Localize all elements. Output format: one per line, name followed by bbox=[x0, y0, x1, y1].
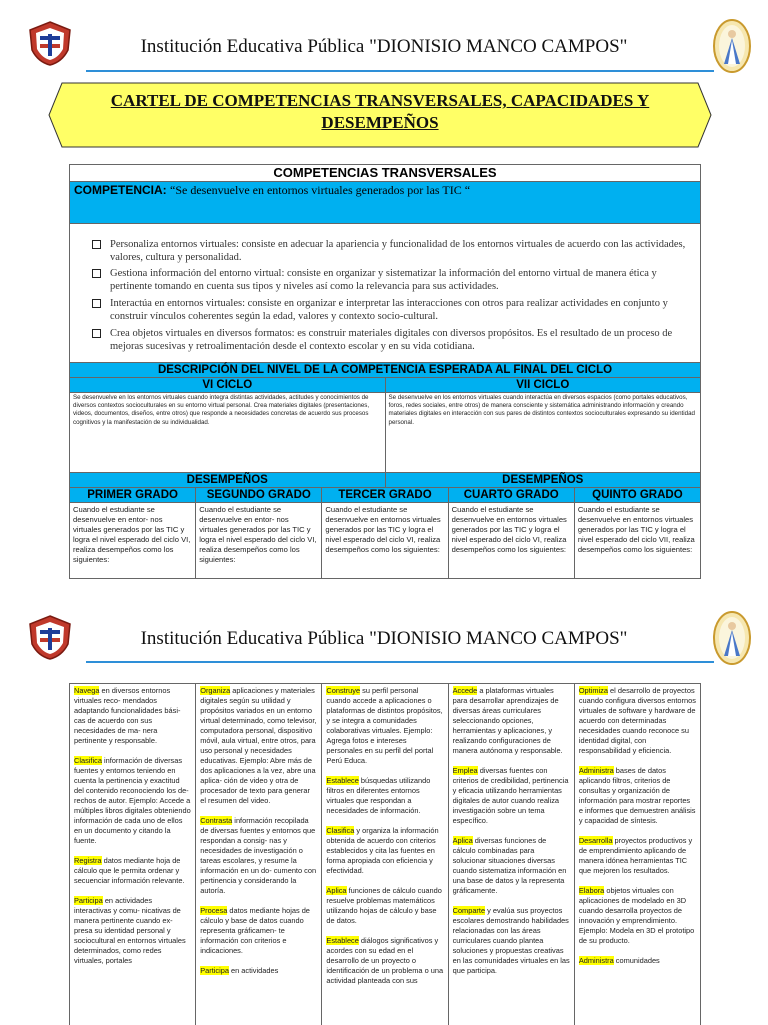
grado-column bbox=[448, 684, 574, 1025]
desempeno-text: comunidades bbox=[613, 956, 660, 965]
desempeno-item bbox=[453, 836, 570, 896]
desempeno-text: diversas funciones de cálculo combinadas para solucionar situaciones diversas cuando sistematiza información en una base de datos y la representa gráficamente. bbox=[452, 836, 567, 895]
header-rule bbox=[86, 661, 714, 663]
desempeno-item bbox=[200, 686, 317, 806]
virgin-medallion-icon bbox=[712, 18, 752, 74]
grado-header: SEGUNDO GRADO bbox=[195, 488, 321, 502]
desempeno-text: bases de datos aplicando filtros, criterios de consultas y organización de información para mostrar reportes e informes que demuestren análisis y capacidad de síntesis. bbox=[578, 766, 696, 825]
table-title: COMPETENCIAS TRANSVERSALES bbox=[273, 165, 497, 180]
desempeno-text: información recopilada de diversas fuentes y entornos que respondan a consig- nas y necesidades de investigación o tareas escolares, y resume la información en un do- cumento con pertinencia y considerando la autoría. bbox=[200, 816, 317, 895]
desempeno-item bbox=[579, 686, 696, 756]
highlighted-verb: Establece bbox=[326, 776, 359, 785]
list-item: Personaliza entornos virtuales: consiste en adecuar la apariencia y funcionalidad de los entornos virtuales de acuerdo con las actividades, valores, cultura y personalidad. bbox=[92, 238, 692, 264]
desempeno-text: información de diversas fuentes y entornos teniendo en cuenta la pertinencia y exactitud del contenido reconociendo los de- rechos de autor. Ejemplo: Accede a múltiples libros digitales obteniendo información de cada uno de ellos en un documento y citando la fuente. bbox=[74, 756, 191, 845]
desempeno-item bbox=[74, 896, 191, 966]
highlighted-verb: Desarrolla bbox=[578, 836, 613, 845]
highlighted-verb: Registra bbox=[74, 856, 102, 865]
list-item: Crea objetos virtuales en diversos formatos: es construir materiales digitales con diversos propósitos. Es el resultado de un proceso de mejoras sucesivas y retroalimentación desde el contexto escolar y en su vida cotidiana. bbox=[92, 327, 692, 353]
competencia-row bbox=[70, 181, 700, 223]
desempeno-item bbox=[326, 826, 443, 876]
desempeno-text: y organiza la información obtenida de acuerdo con criterios establecidos y cita las fuentes en forma apropiada con eficiencia y efectividad. bbox=[326, 826, 439, 875]
highlighted-verb: Participa bbox=[200, 966, 229, 975]
desempeno-item bbox=[74, 686, 191, 746]
grado-intro: Cuando el estudiante se desenvuelve en entornos virtuales generados por las TIC y logra el nivel esperado del ciclo VII, realiza desempeños como los siguientes: bbox=[574, 502, 700, 578]
desempeno-item bbox=[326, 936, 443, 986]
competencia-label: COMPETENCIA: bbox=[74, 183, 167, 197]
desempenos-label-right: DESEMPEÑOS bbox=[385, 473, 701, 487]
desempeno-text: en actividades interactivas y comu- nicativas de manera pertinente cuando ex- presa su identidad personal y sociocultural en entornos virtuales determinados, como redes virtuales, portales bbox=[74, 896, 186, 965]
checkbox-bullet-icon bbox=[92, 269, 101, 278]
highlighted-verb: Organiza bbox=[200, 686, 231, 695]
desempeno-text: en actividades bbox=[228, 966, 279, 975]
school-name: Institución Educativa Pública "DIONISIO MANCO CAMPOS" bbox=[140, 36, 628, 57]
list-item: Gestiona información del entorno virtual: consiste en organizar y sistematizar la información del entorno virtual de manera ética y pertinente tomando en cuenta sus tipos y niveles así como la relevancia para sus actividades. bbox=[92, 267, 692, 293]
descripcion-header: DESCRIPCIÓN DEL NIVEL DE LA COMPETENCIA ESPERADA AL FINAL DEL CICLO VI CICLO VII CICLO bbox=[70, 362, 700, 392]
banner-title: CARTEL DE COMPETENCIAS TRANSVERSALES, CAPACIDADES Y DESEMPEÑOS bbox=[110, 91, 650, 132]
desempenos-table bbox=[69, 683, 701, 1025]
desempeno-text: datos mediante hojas de cálculo y base de datos cuando representa gráficamen- te información con criterios e indicaciones. bbox=[200, 906, 310, 955]
desempeno-text: proyectos productivos y de emprendimiento aplicando de manera idónea herramientas TIC que mejoren los resultados. bbox=[578, 836, 693, 875]
highlighted-verb: Navega bbox=[74, 686, 100, 695]
desempeno-text: a plataformas virtuales para desarrollar aprendizajes de diversas áreas curriculares seleccionando opciones, herramientas y aplicaciones, y realizando configuraciones de manera autónoma y responsable. bbox=[452, 686, 563, 755]
desempeno-text: objetos virtuales con aplicaciones de modelado en 3D cuando desarrolla proyectos de innovación y emprendimiento. Ejemplo: Modela en 3D el prototipo de su producto. bbox=[578, 886, 695, 945]
desempeno-text: y evalúa sus proyectos escolares demostrando habilidades relacionadas con las áreas curriculares cuando plantea soluciones y propuestas creativas en las comunidades virtuales en las que participa. bbox=[452, 906, 570, 975]
grado-header: QUINTO GRADO bbox=[574, 488, 700, 502]
competencias-table bbox=[69, 164, 701, 579]
grado-header: PRIMER GRADO bbox=[87, 489, 178, 501]
grado-intro: Cuando el estudiante se desenvuelve en entor- nos virtuales generados por las TIC y logra el nivel esperado del ciclo VI, realiza desempeños como los siguientes: bbox=[70, 502, 195, 578]
desempeno-item bbox=[453, 906, 570, 976]
desempeno-item bbox=[579, 766, 696, 826]
ciclo-vii-header: VII CICLO bbox=[385, 378, 701, 392]
desempeno-text: diversas fuentes con criterios de credibilidad, pertinencia y eficacia utilizando herramientas digitales de autor cuando realiza investigación sobre un tema específico. bbox=[452, 766, 569, 825]
desempeno-item bbox=[326, 686, 443, 766]
highlighted-verb: Administra bbox=[578, 956, 614, 965]
desempeno-item bbox=[579, 956, 696, 966]
desempeno-text: diálogos significativos y acordes con su edad en el desarrollo de un proyecto o identificación de un problema o una actividad planteada con sus bbox=[326, 936, 444, 985]
grado-intro: Cuando el estudiante se desenvuelve en entornos virtuales generados por las TIC y logra el nivel esperado del ciclo VI, realiza desempeños como los siguientes: bbox=[448, 502, 574, 578]
ciclo-vi-description: Se desenvuelve en los entornos virtuales cuando integra distintas actividades, actitudes y conocimientos de diversos contextos socioculturales en su entorno virtual personal. Crea materiales digitales (presentaciones, videos, documentos, diseños, entre otros) que responde a necesidades concretas de acuerdo sus procesos cognitivos y la manifestación de su individualidad. bbox=[70, 392, 385, 472]
desempeno-item bbox=[74, 756, 191, 846]
desempeno-text: su perfil personal cuando accede a aplicaciones o plataformas de distintos propósitos, y se integra a comunidades colaborativas virtuales. Ejemplo: Agrega fotos e intereses personales en su perfil del portal Perú Educa. bbox=[326, 686, 443, 765]
page2-header bbox=[0, 612, 768, 672]
desempeno-text: en diversos entornos virtuales reco- mendados adaptando funcionalidades bási- cas de acuerdo con sus necesidades de ma- nera pertinente y responsable. bbox=[74, 686, 181, 745]
desempeno-item bbox=[200, 966, 317, 976]
highlighted-verb: Contrasta bbox=[200, 816, 233, 825]
desempeno-text: datos mediante hoja de cálculo que le permita ordenar y secuenciar información relevante. bbox=[74, 856, 185, 885]
ciclo-descriptions bbox=[70, 392, 700, 472]
grado-column bbox=[574, 684, 700, 1025]
list-item: Interactúa en entornos virtuales: consiste en organizar e interpretar las interacciones con otros para realizar actividades en conjunto y construir vínculos coherentes según la edad, valores y contexto socio-cultural. bbox=[92, 297, 692, 323]
highlighted-verb: Elabora bbox=[578, 886, 605, 895]
desempenos-header bbox=[70, 472, 700, 502]
highlighted-verb: Aplica bbox=[452, 836, 473, 845]
desempeno-text: aplicaciones y materiales digitales según su utilidad y propósitos variados en un entorno virtual determinado, como televisor, computadora personal, dispositivo móvil, aula virtual, entre otros, para uso personal y necesidades educativas. Ejemplo: Abre más de dos aplicaciones a la vez, abre una aplica- ción de video y otra de procesador de texto para generar el resumen del video. bbox=[200, 686, 317, 805]
highlighted-verb: Comparte bbox=[452, 906, 486, 915]
desempeno-text: funciones de cálculo cuando resuelve problemas matemáticos utilizando hojas de cálculo y base de datos. bbox=[326, 886, 442, 925]
school-name: Institución Educativa Pública "DIONISIO MANCO CAMPOS" bbox=[140, 628, 628, 649]
desempeno-text: el desarrollo de proyectos cuando configura diversos entornos virtuales de software y hardware de acuerdo con determinadas necesidades cuando reconoce su identidad digital, con responsabilidad y eficiencia. bbox=[578, 686, 696, 755]
highlighted-verb: Emplea bbox=[452, 766, 478, 775]
grado-column bbox=[70, 684, 195, 1025]
highlighted-verb: Accede bbox=[452, 686, 478, 695]
desempeno-item bbox=[200, 816, 317, 896]
grado-intro-row bbox=[70, 502, 700, 578]
capacidades-list bbox=[70, 223, 700, 362]
desempenos-label-left: DESEMPEÑOS bbox=[186, 474, 268, 486]
desempeno-text: búsquedas utilizando filtros en diferentes entornos virtuales que respondan a necesidades de información. bbox=[326, 776, 431, 815]
grado-column bbox=[321, 684, 447, 1025]
ciclo-headers bbox=[70, 377, 700, 392]
checkbox-bullet-icon bbox=[92, 240, 101, 249]
header-rule bbox=[86, 70, 714, 72]
desempeno-item bbox=[453, 686, 570, 756]
checkbox-bullet-icon bbox=[92, 299, 101, 308]
highlighted-verb: Establece bbox=[326, 936, 359, 945]
desempeno-item bbox=[74, 856, 191, 886]
grado-intro: Cuando el estudiante se desenvuelve en entor- nos virtuales generados por las TIC y logra el nivel esperado del ciclo VI, realiza desempeños como los siguientes: bbox=[195, 502, 321, 578]
highlighted-verb: Construye bbox=[326, 686, 361, 695]
page1-header bbox=[0, 18, 768, 78]
highlighted-verb: Administra bbox=[578, 766, 614, 775]
highlighted-verb: Procesa bbox=[200, 906, 228, 915]
grado-header: TERCER GRADO bbox=[321, 488, 447, 502]
desempeno-item bbox=[579, 886, 696, 946]
competencia-value: “Se desenvuelve en entornos virtuales generados por las TIC “ bbox=[170, 183, 471, 197]
highlighted-verb: Optimiza bbox=[578, 686, 608, 695]
virgin-medallion-icon bbox=[712, 610, 752, 666]
grado-headers bbox=[70, 487, 700, 502]
ciclo-vii-description: Se desenvuelve en los entornos virtuales cuando interactúa en diversos espacios (como portales educativos, foros, redes sociales, entre otros) de manera consciente y sistemática administrando información y creando materiales digitales en interacción con sus pares de distintos contextos socioculturales expresando su identidad personal. bbox=[385, 392, 701, 472]
desempeno-item bbox=[326, 886, 443, 926]
desempeno-item bbox=[579, 836, 696, 876]
desempeno-item bbox=[326, 776, 443, 816]
ciclo-vi-header: VI CICLO bbox=[202, 379, 253, 391]
grado-header: CUARTO GRADO bbox=[448, 488, 574, 502]
desempeno-item bbox=[453, 766, 570, 826]
grado-column bbox=[195, 684, 321, 1025]
highlighted-verb: Participa bbox=[74, 896, 103, 905]
desempeno-item bbox=[200, 906, 317, 956]
highlighted-verb: Clasifica bbox=[74, 756, 102, 765]
highlighted-verb: Aplica bbox=[326, 886, 347, 895]
grado-intro: Cuando el estudiante se desenvuelve en entornos virtuales generados por las TIC y logra el nivel esperado del ciclo VI, realiza desempeños como los siguientes: bbox=[321, 502, 447, 578]
highlighted-verb: Clasifica bbox=[326, 826, 355, 835]
checkbox-bullet-icon bbox=[92, 329, 101, 338]
